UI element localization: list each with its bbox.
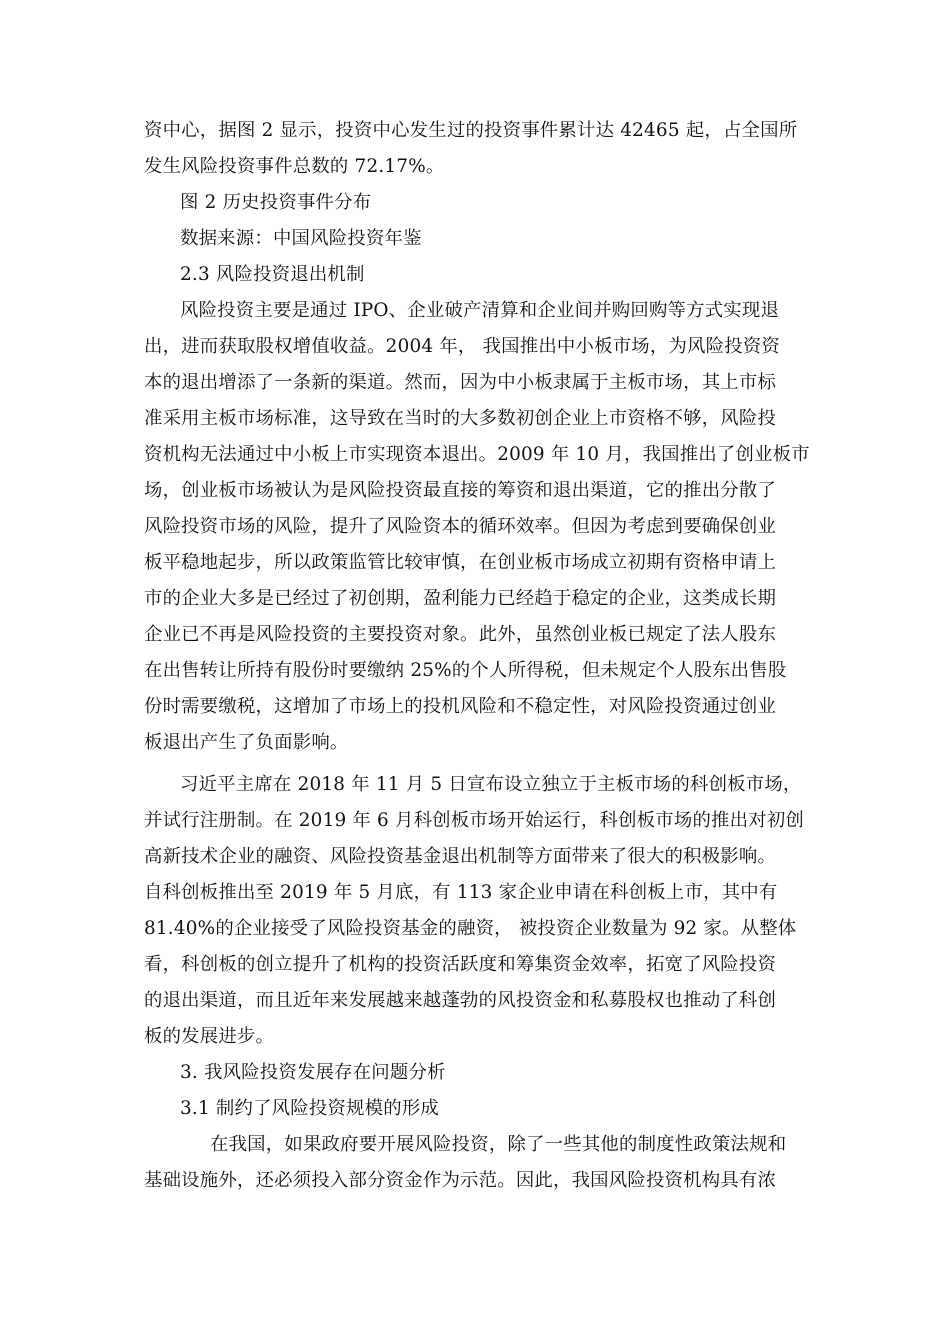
text-line: 在我国，如果政府要开展风险投资，除了一些其他的制度性政策法规和 bbox=[210, 1134, 787, 1155]
text-line: 板的发展进步。 bbox=[144, 1026, 275, 1047]
text-line: 板退出产生了负面影响。 bbox=[144, 732, 349, 753]
text-line: 风险投资市场的风险，提升了风险资本的循环效率。但因为考虑到要确保创业 bbox=[144, 516, 777, 537]
text-line: 数据来源：中国风险投资年鉴 bbox=[180, 228, 422, 249]
document-body bbox=[144, 113, 810, 1199]
text-line: 3.1 制约了风险投资规模的形成 bbox=[180, 1098, 439, 1119]
text-line: 看，科创板的创立提升了机构的投资活跃度和筹集资金效率，拓宽了风险投资 bbox=[144, 954, 777, 975]
text-line: 在出售转让所持有股份时要缴纳 25%的个人所得税，但未规定个人股东出售股 bbox=[144, 660, 787, 681]
text-line: 2.3 风险投资退出机制 bbox=[180, 264, 365, 285]
text-line: 出，进而获取股权增值收益。2004 年， 我国推出中小板市场，为风险投资资 bbox=[144, 336, 781, 357]
text-line: 81.40%的企业接受了风险投资基金的融资， 被投资企业数量为 92 家。从整体 bbox=[144, 918, 797, 939]
text-line: 的退出渠道，而且近年来发展越来越蓬勃的风投资金和私募股权也推动了科创 bbox=[144, 990, 777, 1011]
text-line: 3. 我风险投资发展存在问题分析 bbox=[180, 1062, 446, 1083]
figure-caption bbox=[144, 221, 806, 257]
text-line: 自科创板推出至 2019 年 5 月底，有 113 家企业申请在科创板上市，其中有 bbox=[144, 882, 778, 903]
text-line: 发生风险投资事件总数的 72.17%。 bbox=[144, 156, 445, 177]
section-heading bbox=[144, 1055, 806, 1091]
text-line: 图 2 历史投资事件分布 bbox=[180, 192, 372, 213]
text-line: 板平稳地起步，所以政策监管比较审慎，在创业板市场成立初期有资格申请上 bbox=[144, 552, 777, 573]
paragraph bbox=[144, 1163, 806, 1199]
text-line: 风险投资主要是通过 IPO、企业破产清算和企业间并购回购等方式实现退 bbox=[180, 300, 780, 321]
paragraph bbox=[144, 1127, 806, 1163]
text-line: 场，创业板市场被认为是风险投资最直接的筹资和退出渠道，它的推出分散了 bbox=[144, 480, 777, 501]
text-line: 企业已不再是风险投资的主要投资对象。此外，虽然创业板已规定了法人股东 bbox=[144, 624, 777, 645]
section-heading bbox=[144, 257, 806, 293]
text-line: 高新技术企业的融资、风险投资基金退出机制等方面带来了很大的积极影响。 bbox=[144, 846, 777, 867]
text-line: 本的退出增添了一条新的渠道。然而，因为中小板隶属于主板市场，其上市标 bbox=[144, 372, 777, 393]
paragraph bbox=[144, 113, 806, 185]
text-line: 资中心，据图 2 显示，投资中心发生过的投资事件累计达 42465 起，占全国所 bbox=[144, 120, 798, 141]
text-line: 并试行注册制。在 2019 年 6 月科创板市场开始运行，科创板市场的推出对初创 bbox=[144, 810, 804, 831]
paragraph bbox=[144, 293, 810, 761]
section-heading bbox=[144, 1091, 806, 1127]
text-line: 资机构无法通过中小板上市实现资本退出。2009 年 10 月，我国推出了创业板市 bbox=[144, 444, 810, 465]
text-line: 习近平主席在 2018 年 11 月 5 日宣布设立独立于主板市场的科创板市场， bbox=[180, 774, 802, 795]
paragraph bbox=[144, 767, 806, 1055]
text-line: 基础设施外，还必须投入部分资金作为示范。因此，我国风险投资机构具有浓 bbox=[144, 1170, 777, 1191]
text-line: 份时需要缴税，这增加了市场上的投机风险和不稳定性，对风险投资通过创业 bbox=[144, 696, 777, 717]
figure-caption bbox=[144, 185, 806, 221]
text-line: 准采用主板市场标准，这导致在当时的大多数初创企业上市资格不够，风险投 bbox=[144, 408, 777, 429]
text-line: 市的企业大多是已经过了初创期，盈利能力已经趋于稳定的企业，这类成长期 bbox=[144, 588, 777, 609]
